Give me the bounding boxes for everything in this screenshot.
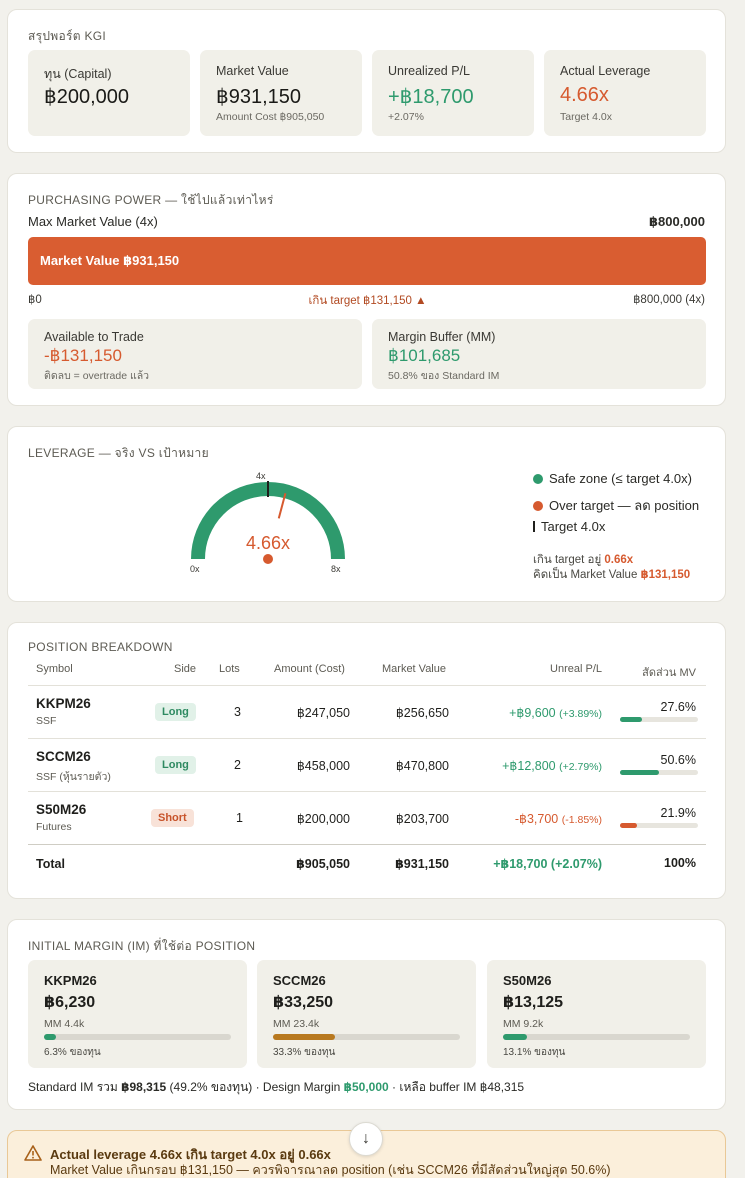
- share-bar: [620, 770, 698, 775]
- row-divider: [28, 738, 706, 739]
- row-lots: 3: [234, 705, 241, 719]
- row-symbol: KKPM26: [36, 696, 91, 711]
- actual-leverage-tile: [544, 50, 706, 136]
- im-pct: 33.3% ของทุน: [273, 1047, 336, 1058]
- safe-dot-icon: [533, 474, 543, 484]
- mv-over-note: [533, 566, 690, 584]
- im-bar: [273, 1034, 460, 1040]
- row-lots: 1: [236, 811, 243, 825]
- row-pl-value: -฿3,700: [514, 812, 559, 826]
- summary-title: สรุปพอร์ต KGI: [28, 29, 107, 43]
- available-to-trade-sub: ติดลบ = overtrade แล้ว: [44, 370, 150, 382]
- row-market-value: ฿256,650: [395, 706, 449, 720]
- amount-cost-sub: Amount Cost ฿905,050: [216, 111, 325, 123]
- share-bar-fill: [620, 823, 637, 828]
- header-share: สัดส่วน MV: [642, 667, 696, 679]
- initial-margin-card: [7, 919, 726, 1110]
- gauge-max-label: 8x: [331, 564, 341, 574]
- row-symbol-type: Futures: [36, 821, 72, 833]
- unrealized-pl-value: +฿18,700: [388, 86, 474, 108]
- row-share: 27.6%: [660, 700, 696, 714]
- capital-value: ฿200,000: [44, 86, 130, 108]
- unrealized-pl-label: Unrealized P/L: [388, 64, 470, 78]
- im-value: ฿13,125: [503, 994, 564, 1011]
- im-mm: MM 23.4k: [273, 1018, 320, 1030]
- row-market-value: ฿203,700: [395, 812, 449, 826]
- side-badge: Long: [155, 703, 196, 721]
- im-symbol: KKPM26: [44, 973, 97, 988]
- header-lots: Lots: [219, 663, 240, 675]
- over-target-label: เกิน target ฿131,150 ▲: [308, 295, 427, 307]
- total-market-value: ฿931,150: [395, 857, 449, 871]
- header-divider: [28, 685, 706, 686]
- margin-buffer-label: Margin Buffer (MM): [388, 330, 496, 344]
- im-tile-sccm26: [257, 960, 476, 1068]
- target-leverage-sub: Target 4.0x: [560, 111, 612, 123]
- legend-safe: [533, 471, 692, 486]
- margin-buffer-tile: [372, 319, 706, 389]
- market-value-bar-label: Market Value ฿931,150: [40, 253, 180, 268]
- row-symbol: S50M26: [36, 802, 87, 817]
- max-market-value-label: Max Market Value (4x): [28, 214, 158, 229]
- im-bar: [44, 1034, 231, 1040]
- position-breakdown-title: POSITION BREAKDOWN: [28, 640, 173, 654]
- actual-leverage-label: Actual Leverage: [560, 64, 651, 78]
- available-to-trade-label: Available to Trade: [44, 330, 144, 344]
- im-footer-total: ฿98,315: [121, 1080, 167, 1094]
- im-bar: [503, 1034, 690, 1040]
- arrow-down-icon: ↓: [362, 1130, 370, 1147]
- capital-tile: [28, 50, 190, 136]
- max-market-value: ฿800,000: [648, 214, 705, 229]
- row-pl-pct: (+3.89%): [559, 708, 602, 720]
- summary-card: [7, 9, 726, 153]
- note-prefix: เกิน target อยู่: [533, 554, 602, 566]
- gauge-target-label: 4x: [256, 471, 266, 481]
- im-footer-design: ฿50,000: [343, 1080, 389, 1094]
- im-footer-e: · เหลือ buffer IM ฿48,315: [388, 1080, 525, 1094]
- header-unreal-pl: Unreal P/L: [550, 663, 602, 675]
- row-symbol-type: SSF: [36, 715, 57, 727]
- market-value-bar: [28, 237, 706, 285]
- im-tile-s50m26: [487, 960, 706, 1068]
- leverage-gauge: [168, 467, 368, 597]
- im-bar-fill: [44, 1034, 56, 1040]
- row-pl: [502, 758, 602, 773]
- unrealized-pl-tile: [372, 50, 534, 136]
- legend-safe-label: Safe zone (≤ target 4.0x): [549, 471, 692, 486]
- purchasing-power-card: [7, 173, 726, 406]
- total-pl: +฿18,700 (+2.07%): [493, 857, 602, 871]
- row-pl-pct: (+2.79%): [559, 761, 602, 773]
- capital-label: ทุน (Capital): [44, 67, 112, 81]
- row-pl-value: +฿9,600: [509, 706, 556, 720]
- im-footer-a: Standard IM รวม: [28, 1080, 122, 1094]
- im-pct: 13.1% ของทุน: [503, 1047, 566, 1058]
- legend-over: [533, 495, 699, 516]
- unrealized-pl-pct: +2.07%: [388, 111, 424, 123]
- im-mm: MM 4.4k: [44, 1018, 85, 1030]
- im-footer: [28, 1078, 524, 1097]
- position-breakdown-card: [7, 622, 726, 899]
- leverage-title: LEVERAGE — จริง VS เป้าหมาย: [28, 446, 209, 460]
- im-bar-fill: [273, 1034, 335, 1040]
- row-share: 21.9%: [660, 806, 696, 820]
- header-market-value: Market Value: [382, 663, 446, 675]
- legend-target-label: Target 4.0x: [541, 519, 606, 534]
- row-pl-value: +฿12,800: [502, 759, 556, 773]
- side-badge: Short: [151, 809, 194, 827]
- note2-prefix: คิดเป็น Market Value: [533, 569, 638, 581]
- note-over-value: 0.66x: [604, 554, 634, 566]
- row-lots: 2: [234, 758, 241, 772]
- im-value: ฿6,230: [44, 994, 96, 1011]
- market-value-value: ฿931,150: [216, 86, 302, 108]
- market-value-label: Market Value: [216, 64, 289, 78]
- alert-body: Market Value เกินกรอบ ฿131,150 — ควรพิจารณาลด position (เช่น SCCM26 ที่มีสัดส่วนใหญ่สุด 50.6%): [50, 1163, 611, 1177]
- im-mm: MM 9.2k: [503, 1018, 544, 1030]
- legend-target: [533, 519, 605, 534]
- row-market-value: ฿470,800: [395, 759, 449, 773]
- im-bar-fill: [503, 1034, 527, 1040]
- over-dot-icon: [533, 501, 543, 511]
- target-tick-icon: [533, 521, 535, 532]
- available-to-trade-tile: [28, 319, 362, 389]
- row-divider: [28, 791, 706, 792]
- im-value: ฿33,250: [273, 994, 334, 1011]
- initial-margin-title: INITIAL MARGIN (IM) ที่ใช้ต่อ POSITION: [28, 939, 256, 953]
- row-pl: [515, 811, 602, 826]
- row-pl: [509, 705, 602, 720]
- share-bar: [620, 823, 698, 828]
- share-bar-fill: [620, 717, 642, 722]
- total-divider: [28, 844, 706, 845]
- purchasing-power-title: PURCHASING POWER — ใช้ไปแล้วเท่าไหร่: [28, 193, 274, 207]
- im-symbol: SCCM26: [273, 973, 326, 988]
- row-share: 50.6%: [660, 753, 696, 767]
- note2-value: ฿131,150: [640, 569, 691, 581]
- share-bar-fill: [620, 770, 659, 775]
- margin-buffer-sub: 50.8% ของ Standard IM: [388, 370, 500, 382]
- row-symbol: SCCM26: [36, 749, 91, 764]
- gauge-value: 4.66x: [245, 533, 291, 553]
- scroll-down-button[interactable]: [349, 1122, 383, 1156]
- market-value-tile: [200, 50, 362, 136]
- total-cost: ฿905,050: [296, 857, 350, 871]
- actual-leverage-value: 4.66x: [560, 84, 609, 106]
- im-symbol: S50M26: [503, 973, 552, 988]
- im-tile-kkpm26: [28, 960, 247, 1068]
- share-bar: [620, 717, 698, 722]
- gauge-min-label: 0x: [190, 564, 200, 574]
- total-share: 100%: [664, 856, 696, 870]
- gauge-needle-hub: [263, 554, 273, 564]
- row-cost: ฿458,000: [296, 759, 350, 773]
- total-label: Total: [36, 857, 65, 871]
- scale-min-label: ฿0: [28, 294, 42, 306]
- header-side: Side: [174, 663, 197, 675]
- warning-icon: [24, 1145, 42, 1161]
- side-badge: Long: [155, 756, 196, 774]
- row-cost: ฿247,050: [296, 706, 350, 720]
- header-symbol: Symbol: [36, 663, 73, 675]
- available-to-trade-value: -฿131,150: [44, 346, 122, 365]
- leverage-card: [7, 426, 726, 602]
- margin-buffer-value: ฿101,685: [388, 346, 461, 365]
- scale-max-label: ฿800,000 (4x): [633, 294, 705, 306]
- alert-title: Actual leverage 4.66x เกิน target 4.0x อยู่ 0.66x: [50, 1147, 331, 1162]
- row-pl-pct: (-1.85%): [561, 814, 602, 826]
- row-cost: ฿200,000: [296, 812, 350, 826]
- row-symbol-type: SSF (หุ้นรายตัว): [36, 771, 111, 783]
- header-cost: Amount (Cost): [274, 663, 345, 675]
- im-footer-c: (49.2% ของทุน) · Design Margin: [166, 1080, 344, 1094]
- legend-over-label: Over target — ลด position: [549, 498, 700, 513]
- im-pct: 6.3% ของทุน: [44, 1047, 101, 1058]
